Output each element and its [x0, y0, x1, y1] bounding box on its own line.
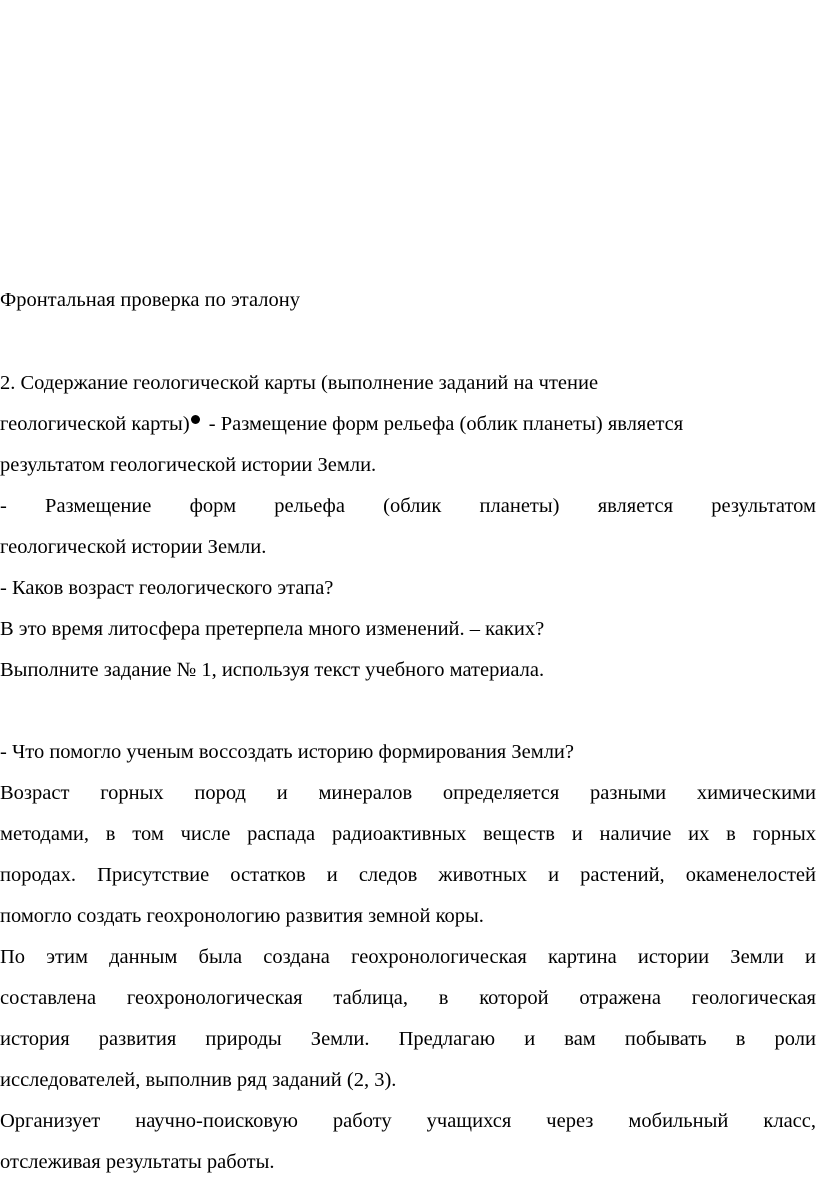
question-history: - Что помогло ученым воссоздать историю формирования Земли?	[0, 741, 574, 763]
data-paragraph-line-4: исследователей, выполнив ряд заданий (2, 3).	[0, 1069, 397, 1091]
data-paragraph-line-1: По этим данным была создана геохронологическая картина истории Земли и	[0, 946, 816, 968]
section2-line-2-start: геологической карты)	[0, 413, 190, 435]
section2-line-3: результатом геологической истории Земли.	[0, 454, 377, 476]
section2-line-1: 2. Содержание геологической карты (выполнение заданий на чтение	[0, 372, 599, 394]
section2-line-2-end: - Размещение форм рельефа (облик планеты) является	[203, 413, 684, 435]
section2-line-2	[0, 410, 816, 438]
age-paragraph-line-3: породах. Присутствие остатков и следов животных и растений, окаменелостей	[0, 864, 816, 886]
relief-paragraph-line-2: геологической истории Земли.	[0, 536, 267, 558]
lithosphere-line: В это время литосфера претерпела много изменений. – каких?	[0, 618, 545, 640]
age-paragraph-line-1: Возраст горных пород и минералов определяется разными химическими	[0, 782, 816, 804]
question-age: - Каков возраст геологического этапа?	[0, 577, 334, 599]
org-paragraph-line-2: отслеживая результаты работы.	[0, 1151, 275, 1173]
relief-paragraph-line-1: - Размещение форм рельефа (облик планеты) является результатом	[0, 495, 816, 517]
age-paragraph-line-4: помогло создать геохронологию развития земной коры.	[0, 905, 484, 927]
section-heading: Фронтальная проверка по эталону	[0, 289, 300, 311]
data-paragraph-line-3: история развития природы Земли. Предлагаю и вам побывать в роли	[0, 1028, 816, 1050]
task1-line: Выполните задание № 1, используя текст учебного материала.	[0, 659, 545, 681]
age-paragraph-line-2: методами, в том числе распада радиоактивных веществ и наличие их в горных	[0, 823, 816, 845]
data-paragraph-line-2: составлена геохронологическая таблица, в которой отражена геологическая	[0, 987, 816, 1009]
bullet-icon	[191, 415, 200, 424]
org-paragraph-line-1: Организует научно-поисковую работу учащихся через мобильный класс,	[0, 1110, 816, 1132]
